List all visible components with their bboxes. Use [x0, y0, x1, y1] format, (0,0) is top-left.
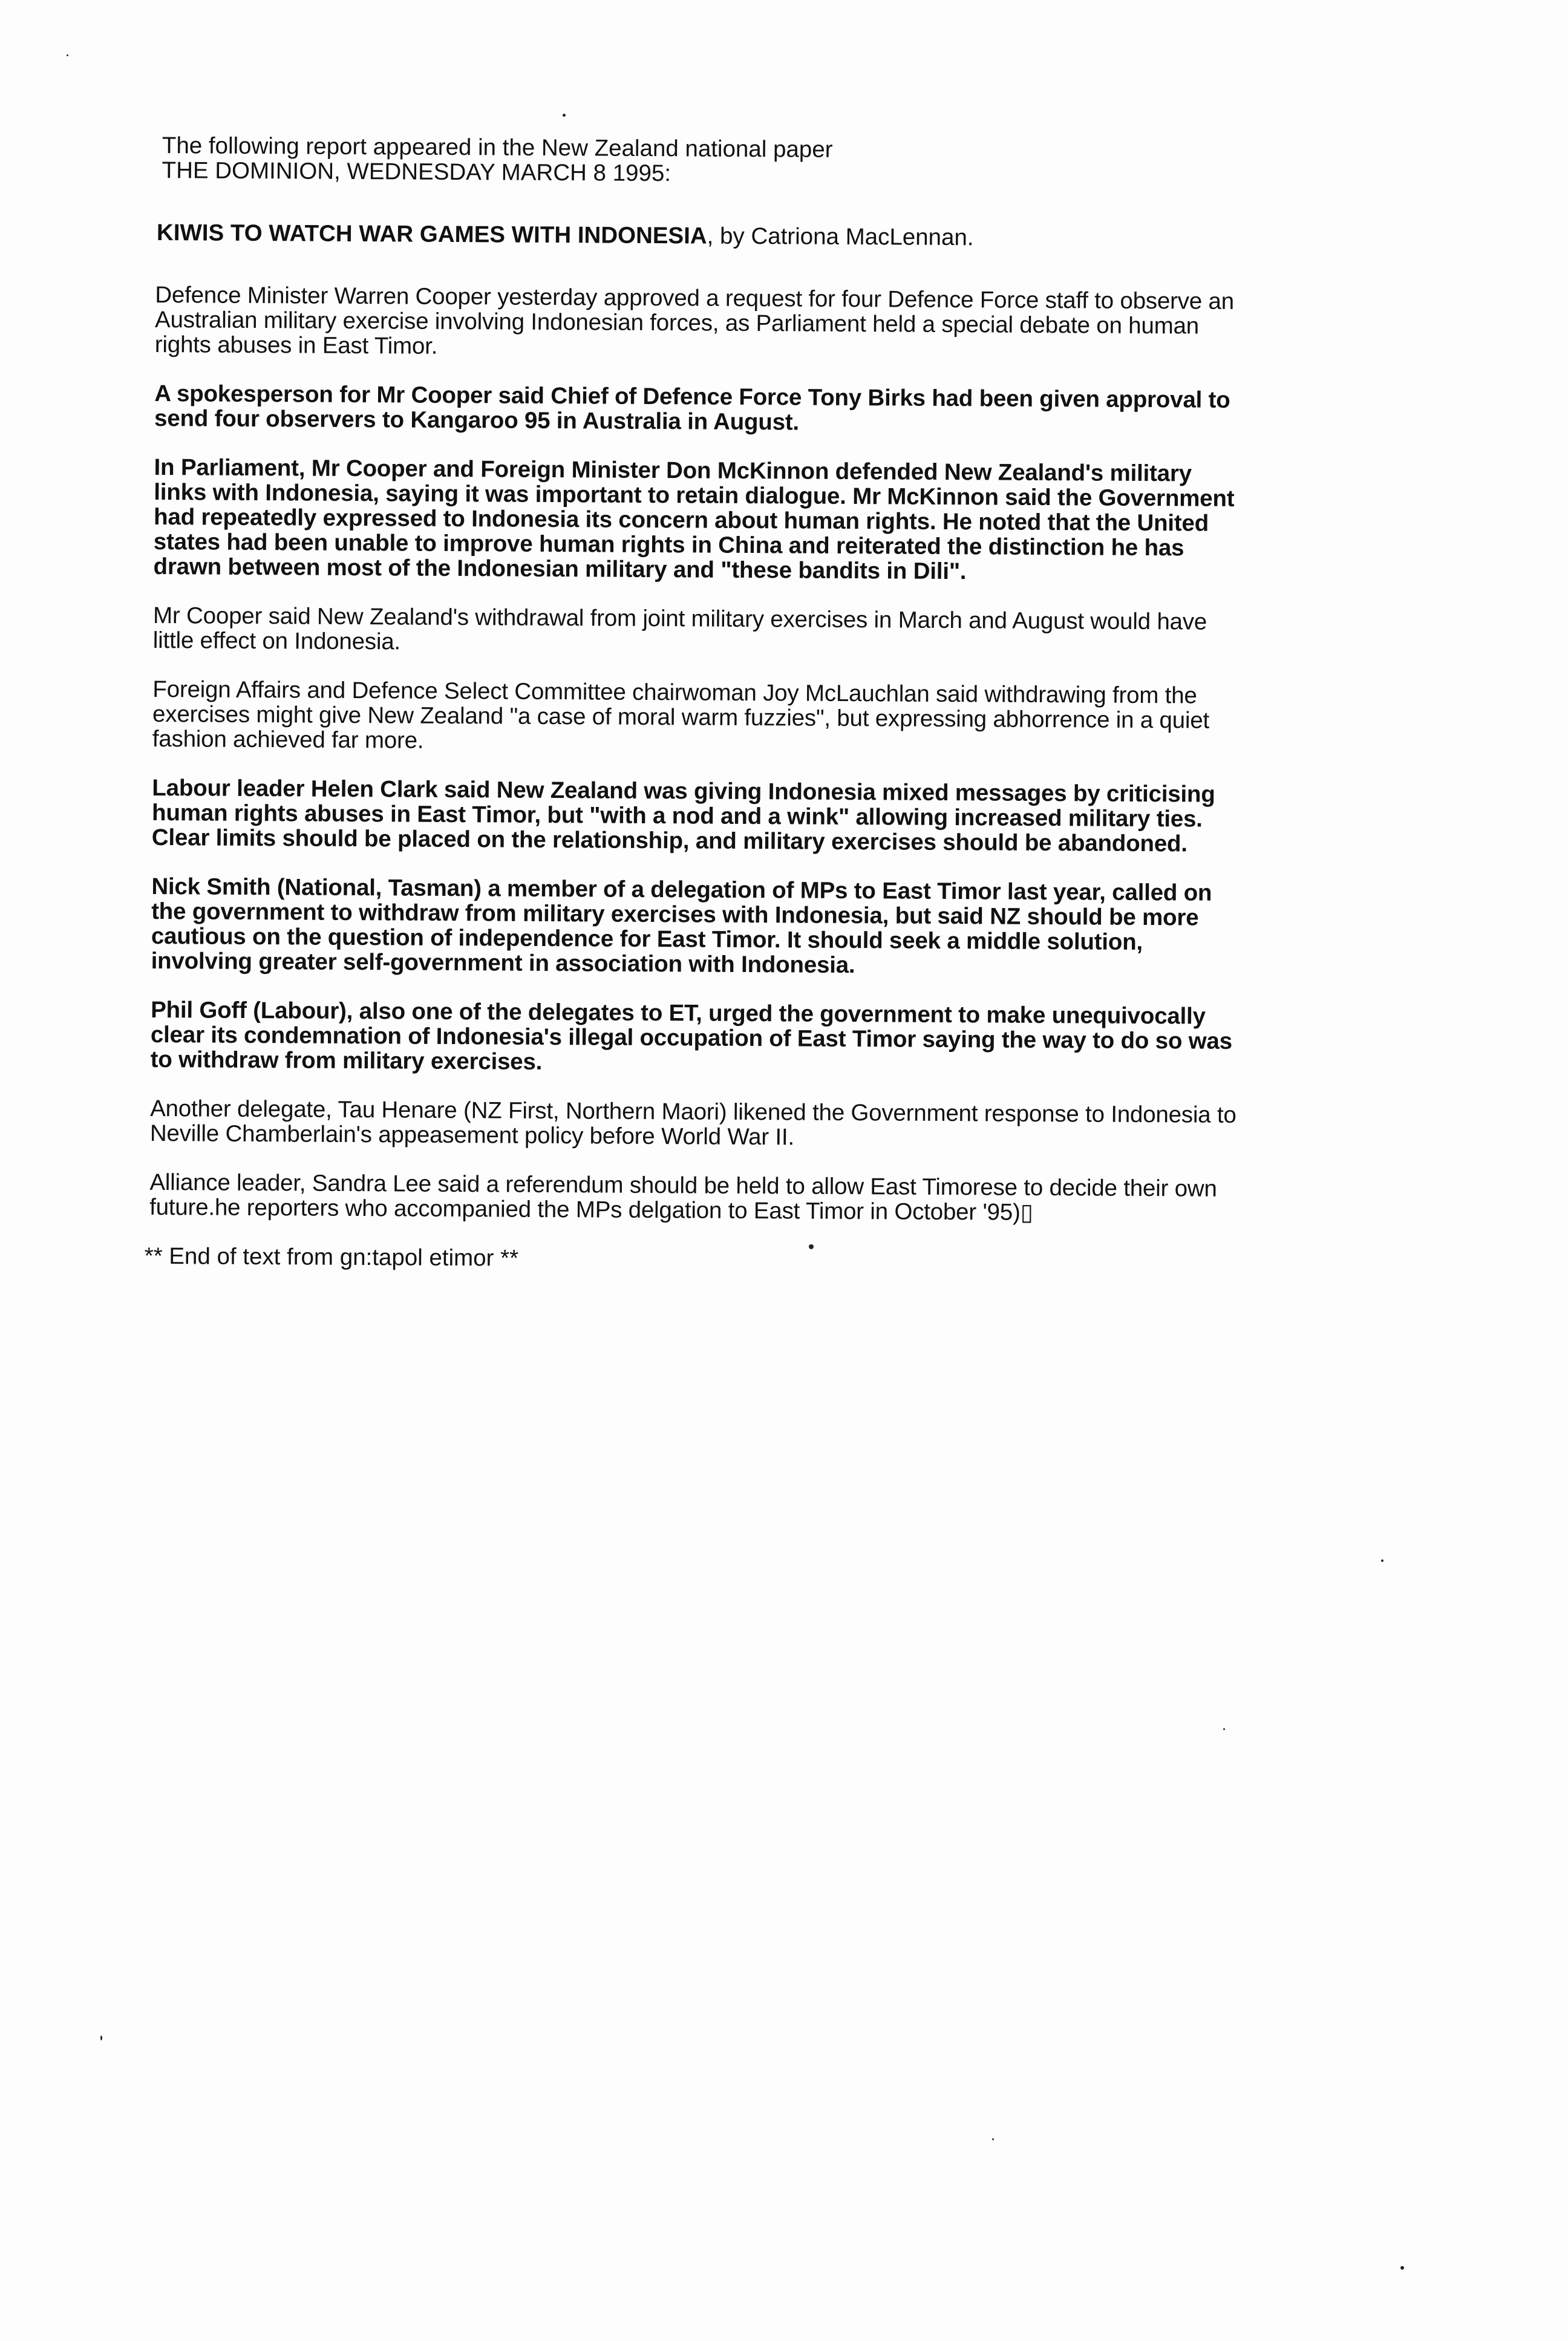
paragraph-8: Phil Goff (Labour), also one of the delegates to ET, urged the government to make unequivocally clear its condemnation of Indonesia's illegal occupation of East Timor saying the way to do so was to withdraw from military exercises.: [150, 996, 1233, 1075]
paragraph-2: A spokesperson for Mr Cooper said Chief of Defence Force Tony Birks had been given approval to send four observers to Kangaroo 95 in Australia in August.: [154, 380, 1230, 436]
intro-line-1: The following report appeared in the New Zealand national paper: [162, 132, 833, 163]
scan-speck: [809, 1244, 814, 1249]
scan-speck: [1223, 1728, 1225, 1730]
paragraph-5: Foreign Affairs and Defence Select Committee chairwoman Joy McLauchlan said withdrawing from the exercises might give New Zealand "a case of moral warm fuzzies", but expressing abhorrence in a quiet fashion achieved far more.: [152, 676, 1210, 754]
paragraph-7: Nick Smith (National, Tasman) a member of a delegation of MPs to East Timor last year, called on the government to withdraw from military exercises with Indonesia, but said NZ should be more cautious on the question of independence for East Timor. It should seek a middle solution, involving greater self-government in association with Indonesia.: [151, 873, 1212, 979]
paragraph-6: Labour leader Helen Clark said New Zealand was giving Indonesia mixed messages by criticising human rights abuses in East Timor, but "with a nod and a wink" allowing increased military ties. Clear limits should be placed on the relationship, and military exercises should be abandoned.: [151, 774, 1215, 857]
end-of-text-marker: ** End of text from gn:tapol etimor **: [144, 1242, 519, 1272]
scan-speck: [563, 114, 566, 117]
headline-title: KIWIS TO WATCH WAR GAMES WITH INDONESIA: [156, 220, 707, 249]
paragraph-3: In Parliament, Mr Cooper and Foreign Minister Don McKinnon defended New Zealand's military links with Indonesia, saying it was important to retain dialogue. Mr McKinnon said the Government had repeatedly expressed to Indonesia its concern about human rights. He noted that the United states had been unable to improve human rights in China and reiterated the distinction he has drawn between most of the Indonesian military and "these bandits in Dili".: [153, 454, 1235, 585]
paragraph-9: Another delegate, Tau Henare (NZ First, Northern Maori) likened the Government response to Indonesia to Neville Chamberlain's appeasement policy before World War II.: [149, 1095, 1236, 1151]
paragraph-10: Alliance leader, Sandra Lee said a referendum should be held to allow East Timorese to decide their own future.he reporters who accompanied the MPs delgation to East Timor in October '95)▯: [149, 1169, 1217, 1226]
article-body: [144, 132, 1245, 1275]
scan-speck: [1400, 2266, 1404, 2270]
paragraph-4: Mr Cooper said New Zealand's withdrawal from joint military exercises in March and August would have little effect on Indonesia.: [152, 602, 1207, 655]
scan-speck: [67, 54, 68, 56]
scan-speck: [100, 2036, 102, 2040]
headline-byline: , by Catriona MacLennan.: [707, 223, 974, 251]
article-headline: [157, 220, 1244, 252]
intro-line-2: THE DOMINION, WEDNESDAY MARCH 8 1995:: [162, 157, 671, 187]
paragraph-1: Defence Minister Warren Cooper yesterday approved a request for four Defence Force staff to observe an Australian military exercise involving Indonesian forces, as Parliament held a special debate on human rights abuses in East Timor.: [154, 281, 1235, 359]
scan-speck: [992, 2138, 994, 2140]
intro-block: [162, 133, 1244, 189]
scan-speck: [1381, 1559, 1383, 1562]
